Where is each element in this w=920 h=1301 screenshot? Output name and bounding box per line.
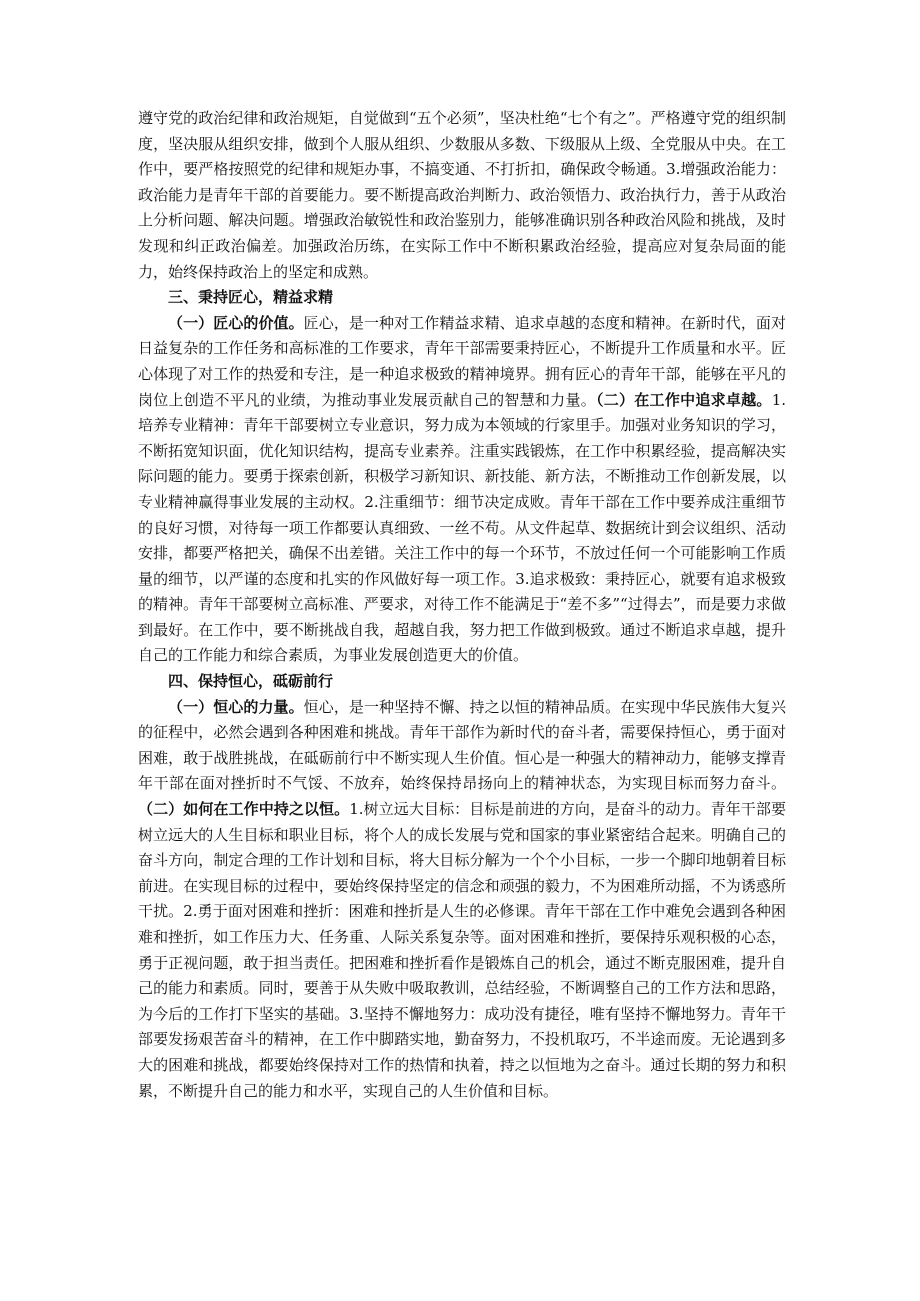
section-heading-3: 三、秉持匠心，精益求精 [168,288,334,307]
paragraph-perseverance [138,695,786,1105]
subsection-title-3-1: （一）匠心的价值。 [168,313,304,332]
subsection-text-3-2: 1.培养专业精神：青年干部要树立专业意识，努力成为本领域的行家里手。加强对业务知识的学习，不断拓宽知识面，优化知识结构，提高专业素养。注重实践锻炼，在工作中积累经验，提高解决实际问题的能力。要勇于探索创新，积极学习新知识、新技能、新方法，不断推动工作创新发展，以专业精神赢得事业发展的主动权。2.注重细节：细节决定成败。青年干部在工作中要养成注重细节的良好习惯，对待每一项工作都要认真细致、一丝不苟。从文件起草、数据统计到会议组织、活动安排，都要严格把关，确保不出差错。关注工作中的每一个环节，不放过任何一个可能影响工作质量的细节，以严谨的态度和扎实的作风做好每一项工作。3.追求极致：秉持匠心，就要有追求极致的精神。青年干部要树立高标准、严要求，对待工作不能满足于“差不多”“过得去”，而是要力求做到最好。在工作中，要不断挑战自我，超越自我，努力把工作做到极致。通过不断追求卓越，提升自己的工作能力和综合素质，为事业发展创造更大的价值。 [138,390,786,665]
paragraph-craftsmanship [138,311,786,669]
subsection-text-4-2: 1.树立远大目标：目标是前进的方向，是奋斗的动力。青年干部要树立远大的人生目标和职业目标，将个人的成长发展与党和国家的事业紧密结合起来。明确自己的奋斗方向，制定合理的工作计划和目标，将大目标分解为一个个小目标，一步一个脚印地朝着目标前进。在实现目标的过程中，要始终保持坚定的信念和顽强的毅力，不为困难所动摇，不为诱惑所干扰。2.勇于面对困难和挫折：困难和挫折是人生的必修课。青年干部在工作中难免会遇到各种困难和挫折，如工作压力大、任务重、人际关系复杂等。面对困难和挫折，要保持乐观积极的心态，勇于正视问题，敢于担当责任。把困难和挫折看作是锻炼自己的机会，通过不断克服困难，提升自己的能力和素质。同时，要善于从失败中吸取教训，总结经验，不断调整自己的工作方法和思路，为今后的工作打下坚实的基础。3.坚持不懈地努力：成功没有捷径，唯有坚持不懈地努力。青年干部要发扬艰苦奋斗的精神，在工作中脚踏实地，勤奋努力，不投机取巧，不半途而废。无论遇到多大的困难和挑战，都要始终保持对工作的热情和执着，持之以恒地为之奋斗。通过长期的努力和积累，不断提升自己的能力和水平，实现自己的人生价值和目标。 [138,800,786,1100]
paragraph-political-discipline: 遵守党的政治纪律和政治规矩，自觉做到“五个必须”，坚决杜绝“七个有之”。严格遵守党的组织制度，坚决服从组织安排，做到个人服从组织、少数服从多数、下级服从上级、全党服从中央。在工作中，要严格按照党的纪律和规矩办事，不搞变通、不打折扣，确保政令畅通。3.增强政治能力：政治能力是青年干部的首要能力。要不断提高政治判断力、政治领悟力、政治执行力，善于从政治上分析问题、解决问题。增强政治敏锐性和政治鉴别力，能够准确识别各种政治风险和挑战，及时发现和纠正政治偏差。加强政治历练，在实际工作中不断积累政治经验，提高应对复杂局面的能力，始终保持政治上的坚定和成熟。 [138,109,786,281]
subsection-text-4-1: 恒心，是一种坚持不懈、持之以恒的精神品质。在实现中华民族伟大复兴的征程中，必然会遇到各种困难和挑战。青年干部作为新时代的奋斗者，需要保持恒心，勇于面对困难，敢于战胜挑战，在砥砺前行中不断实现人生价值。恒心是一种强大的精神动力，能够支撑青年干部在面对挫折时不气馁、不放弃，始终保持昂扬向上的精神状态，为实现目标而努力奋斗。 [138,697,786,793]
document-body [138,106,786,1104]
subsection-title-3-2: （二）在工作中追求卓越。 [595,390,772,409]
subsection-title-4-1: （一）恒心的力量。 [168,697,304,716]
subsection-text-3-1: 匠心，是一种对工作精益求精、追求卓越的态度和精神。在新时代，面对日益复杂的工作任务和高标准的工作要求，青年干部需要秉持匠心，不断提升工作质量和水平。匠心体现了对工作的热爱和专注，是一种追求极致的精神境界。拥有匠心的青年干部，能够在平凡的岗位上创造不平凡的业绩，为推动事业发展贡献自己的智慧和力量。 [138,313,786,409]
subsection-title-4-2: （二）如何在工作中持之以恒。 [138,800,350,819]
section-heading-4: 四、保持恒心，砥砺前行 [168,672,334,691]
